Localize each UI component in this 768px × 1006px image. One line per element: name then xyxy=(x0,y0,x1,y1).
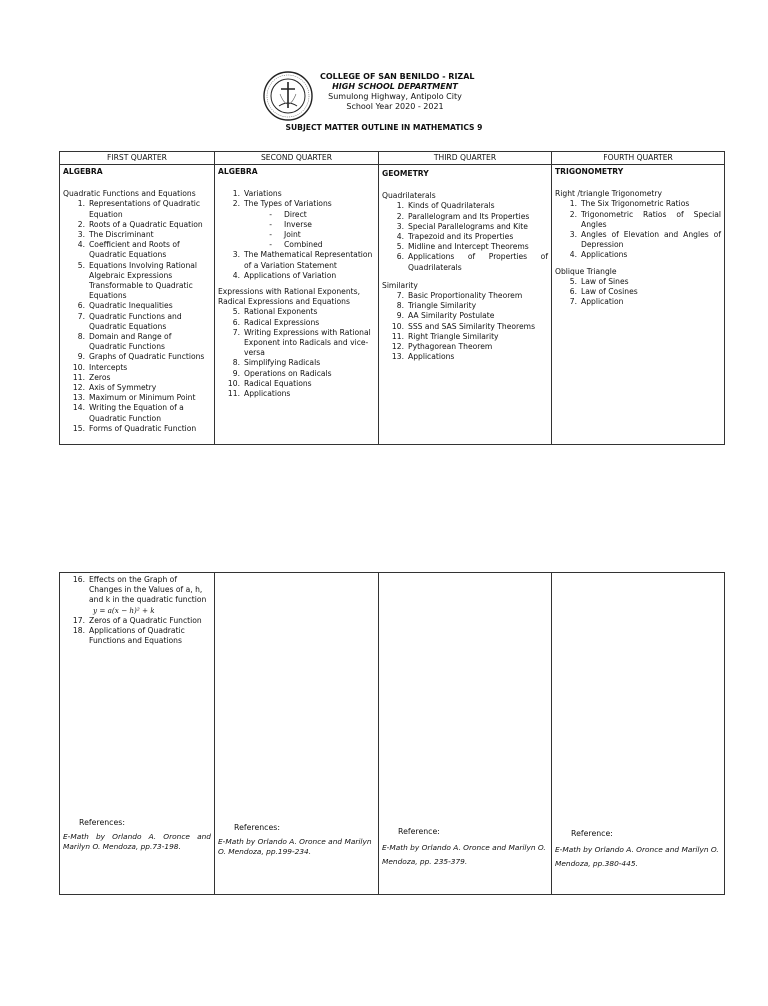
list-item xyxy=(555,210,721,230)
list-item xyxy=(218,358,375,368)
list-number: 11. xyxy=(227,389,240,399)
list-text: Application xyxy=(581,297,624,307)
list-text: Triangle Similarity xyxy=(408,301,477,311)
list-text: Midline and Intercept Theorems xyxy=(408,242,529,252)
list-item xyxy=(555,297,721,307)
list-number: 8. xyxy=(77,332,85,342)
list-text: Maximum or Minimum Point xyxy=(89,393,196,403)
list-item xyxy=(382,252,548,272)
column-header-third-quarter: THIRD QUARTER xyxy=(379,152,552,165)
list-number: 6. xyxy=(232,317,240,327)
list-text: Applications xyxy=(244,389,291,399)
list-text: Basic Proportionality Theorem xyxy=(408,291,523,301)
list-text: Applications of Variation xyxy=(244,270,337,280)
list-number: 5. xyxy=(232,307,240,317)
list-item: 18. Applications of Quadratic Functions and Equations xyxy=(72,626,185,646)
list-text: Variations xyxy=(244,189,282,199)
list-number: 4. xyxy=(569,250,577,260)
list-item xyxy=(63,230,211,240)
list-item xyxy=(382,291,548,301)
q1-references xyxy=(63,818,211,852)
list-number: 10. xyxy=(72,362,85,372)
q3-topic2: Similarity xyxy=(382,280,418,290)
list-item xyxy=(555,230,721,250)
list-number: 3. xyxy=(396,221,404,231)
list-text: Operations on Radicals xyxy=(244,368,332,378)
q3-references xyxy=(382,827,548,869)
list-number: 2. xyxy=(569,209,577,219)
list-text: The Mathematical Representation of a Variation Statement xyxy=(244,250,373,270)
q1-topic: Quadratic Functions and Equations xyxy=(63,189,196,199)
list-item xyxy=(382,301,548,311)
list-number: 14. xyxy=(72,403,85,413)
document-title: SUBJECT MATTER OUTLINE IN MATHEMATICS 9 xyxy=(285,123,483,132)
q1-list xyxy=(63,199,211,434)
school-year: School Year 2020 - 2021 xyxy=(346,102,444,111)
list-number: 12. xyxy=(391,342,404,352)
list-number: 1. xyxy=(396,201,404,211)
list-text: Applications xyxy=(408,352,455,362)
first-quarter-cell-continued xyxy=(60,573,215,895)
q4-references xyxy=(555,829,721,871)
q1-heading: ALGEBRA xyxy=(63,167,103,176)
list-text: Intercepts xyxy=(89,362,128,372)
list-number: 9. xyxy=(232,368,240,378)
list-text: Inverse xyxy=(284,219,312,229)
list-text: Zeros xyxy=(89,372,111,382)
list-number: 4. xyxy=(232,270,240,280)
list-text: Radical Equations xyxy=(244,378,312,388)
list-item xyxy=(218,189,375,199)
second-quarter-cell xyxy=(215,165,379,445)
list-number: 1. xyxy=(77,199,85,209)
list-item xyxy=(382,322,548,332)
third-quarter-cell-continued xyxy=(379,573,552,895)
list-item xyxy=(382,342,548,352)
second-quarter-cell-continued xyxy=(215,573,379,895)
list-item xyxy=(218,230,375,240)
reference-text: E-Math by Orlando A. Oronce and Marilyn O. Mendoza, pp.199-234. xyxy=(218,837,372,856)
list-number: 2. xyxy=(396,211,404,221)
list-number: 1. xyxy=(232,189,240,199)
list-text: Writing Expressions with Rational Exponent into Radicals and vice-versa xyxy=(244,327,371,358)
list-text: Pythagorean Theorem xyxy=(408,342,493,352)
q2-heading: ALGEBRA xyxy=(218,167,258,176)
q2-variation-types xyxy=(218,210,375,251)
list-text: Right Triangle Similarity xyxy=(408,331,499,341)
list-item xyxy=(218,369,375,379)
list-text: The Types of Variations xyxy=(244,199,332,209)
list-item xyxy=(63,199,211,219)
list-number: 10. xyxy=(391,321,404,331)
list-text: Law of Sines xyxy=(581,276,629,286)
q1-list-continued xyxy=(63,575,211,606)
column-header-second-quarter: SECOND QUARTER xyxy=(215,152,379,165)
reference-label: References: xyxy=(79,818,125,827)
list-text: Kinds of Quadrilaterals xyxy=(408,201,495,211)
q3-list-b xyxy=(382,291,548,362)
department-name: HIGH SCHOOL DEPARTMENT xyxy=(332,82,458,91)
list-number: 5. xyxy=(396,242,404,252)
list-item xyxy=(218,250,375,270)
q3-heading: GEOMETRY xyxy=(382,169,429,178)
list-number: 11. xyxy=(72,372,85,382)
list-item: 16. Effects on the Graph of Changes in the Values of a, h, and k in the quadratic function xyxy=(72,575,207,605)
list-item xyxy=(218,307,375,317)
reference-label: References: xyxy=(234,823,280,832)
reference-label: Reference: xyxy=(398,827,440,836)
list-item xyxy=(218,379,375,389)
list-item xyxy=(63,240,211,260)
table-row xyxy=(60,573,725,895)
list-text: Simplifying Radicals xyxy=(244,358,321,368)
list-number: 7. xyxy=(396,291,404,301)
q2-list-b xyxy=(218,250,375,281)
third-quarter-cell xyxy=(379,165,552,445)
dash-bullet: - xyxy=(269,230,272,240)
reference-text: E-Math by Orlando A. Oronce and Marilyn O. Mendoza, pp.73-198. xyxy=(63,832,211,851)
list-number: 11. xyxy=(391,331,404,341)
list-item xyxy=(382,222,548,232)
dash-bullet: - xyxy=(269,219,272,229)
column-header-first-quarter: FIRST QUARTER xyxy=(60,152,215,165)
list-item xyxy=(218,271,375,281)
q4-topic1: Right /triangle Trigonometry xyxy=(555,189,663,199)
list-item xyxy=(63,373,211,383)
list-text: Radical Expressions xyxy=(244,317,320,327)
list-text: Combined xyxy=(284,240,323,250)
list-text: The Discriminant xyxy=(89,230,154,240)
outline-table xyxy=(59,151,725,445)
list-number: 5. xyxy=(569,276,577,286)
dash-bullet: - xyxy=(269,209,272,219)
list-text: SSS and SAS Similarity Theorems xyxy=(408,321,536,331)
list-number: 1. xyxy=(569,199,577,209)
list-item xyxy=(63,363,211,373)
list-item xyxy=(382,201,548,211)
list-text: Domain and Range of Quadratic Functions xyxy=(89,332,172,352)
list-number: 6. xyxy=(77,301,85,311)
table-row xyxy=(60,165,725,445)
list-item xyxy=(63,403,211,423)
list-text: Equations Involving Rational Algebraic Expressions Transformable to Quadratic Equations xyxy=(89,260,198,301)
list-item xyxy=(63,393,211,403)
list-item xyxy=(382,212,548,222)
list-number: 13. xyxy=(72,393,85,403)
q4-list-b xyxy=(555,277,721,308)
table-header-row xyxy=(60,152,725,165)
list-number: 7. xyxy=(232,327,240,337)
school-address: Sumulong Highway, Antipolo City xyxy=(328,92,462,101)
document-header xyxy=(320,72,475,112)
list-text: Roots of a Quadratic Equation xyxy=(89,219,203,229)
list-item xyxy=(218,328,375,359)
list-number: 3. xyxy=(77,230,85,240)
list-text: Axis of Symmetry xyxy=(89,383,157,393)
q2-references xyxy=(218,823,375,857)
list-item xyxy=(63,312,211,332)
list-item xyxy=(555,287,721,297)
list-text: Joint xyxy=(284,230,301,240)
list-item xyxy=(555,250,721,260)
fourth-quarter-cell xyxy=(552,165,725,445)
list-number: 6. xyxy=(396,252,404,262)
list-item xyxy=(63,220,211,230)
list-number: 2. xyxy=(232,199,240,209)
list-text: Applications xyxy=(581,250,628,260)
list-text: Special Parallelograms and Kite xyxy=(408,221,528,231)
list-number: 15. xyxy=(72,423,85,433)
list-number: 7. xyxy=(569,297,577,307)
q3-topic1: Quadrilaterals xyxy=(382,191,436,201)
first-quarter-cell xyxy=(60,165,215,445)
list-text: Trigonometric Ratios of Special Angles xyxy=(581,209,721,229)
list-number: 9. xyxy=(396,311,404,321)
q3-list-a xyxy=(382,201,548,272)
list-text: Representations of Quadratic Equation xyxy=(89,199,201,219)
list-item xyxy=(382,332,548,342)
list-item xyxy=(63,301,211,311)
list-number: 5. xyxy=(77,260,85,270)
list-number: 8. xyxy=(396,301,404,311)
list-item xyxy=(63,332,211,352)
list-text: Quadratic Functions and Quadratic Equations xyxy=(89,311,182,331)
list-item xyxy=(382,352,548,362)
list-text: AA Similarity Postulate xyxy=(408,311,495,321)
list-text: Coefficient and Roots of Quadratic Equations xyxy=(89,240,180,260)
list-number: 8. xyxy=(232,358,240,368)
list-item xyxy=(382,232,548,242)
list-text: The Six Trigonometric Ratios xyxy=(581,199,690,209)
college-name: COLLEGE OF SAN BENILDO - RIZAL xyxy=(320,72,475,81)
list-text: Law of Cosines xyxy=(581,287,638,297)
list-number: 3. xyxy=(232,250,240,260)
list-item xyxy=(63,352,211,362)
list-text: Direct xyxy=(284,209,307,219)
list-item xyxy=(382,311,548,321)
q4-list-a xyxy=(555,199,721,260)
list-item xyxy=(218,240,375,250)
list-item xyxy=(218,210,375,220)
list-item xyxy=(555,277,721,287)
list-number: 2. xyxy=(77,219,85,229)
reference-label: Reference: xyxy=(571,829,613,838)
list-item xyxy=(63,424,211,434)
list-item xyxy=(218,318,375,328)
list-number: 6. xyxy=(569,287,577,297)
list-item xyxy=(63,261,211,302)
list-text: Angles of Elevation and Angles of Depression xyxy=(581,230,721,250)
list-item xyxy=(218,199,375,209)
list-text: Trapezoid and its Properties xyxy=(408,232,514,242)
q1-list-continued-b xyxy=(63,616,211,647)
list-item xyxy=(218,389,375,399)
list-number: 13. xyxy=(391,352,404,362)
reference-text: E-Math by Orlando A. Oronce and Marilyn O. Mendoza, pp.380-445. xyxy=(555,845,719,868)
list-number: 9. xyxy=(77,352,85,362)
list-number: 4. xyxy=(396,232,404,242)
list-item xyxy=(218,220,375,230)
vertex-form-formula: y = a(x − h)² + k xyxy=(93,605,155,615)
list-number: 12. xyxy=(72,383,85,393)
list-number: 10. xyxy=(227,378,240,388)
column-header-fourth-quarter: FOURTH QUARTER xyxy=(552,152,725,165)
list-text: Applications of Properties of Quadrilaterals xyxy=(408,252,548,272)
fourth-quarter-cell-continued xyxy=(552,573,725,895)
list-number: 4. xyxy=(77,240,85,250)
q2-list-a xyxy=(218,189,375,209)
dash-bullet: - xyxy=(269,240,272,250)
list-number: 3. xyxy=(569,230,577,240)
q4-topic2: Oblique Triangle xyxy=(555,266,617,276)
school-seal-logo xyxy=(262,70,314,122)
q2-list-c xyxy=(218,307,375,399)
list-item xyxy=(63,383,211,393)
q2-topic2: Expressions with Rational Exponents, Radical Expressions and Equations xyxy=(218,287,361,307)
list-text: Forms of Quadratic Function xyxy=(89,423,197,433)
list-number: 7. xyxy=(77,311,85,321)
list-text: Rational Exponents xyxy=(244,307,318,317)
list-text: Parallelogram and Its Properties xyxy=(408,211,530,221)
reference-text: E-Math by Orlando A. Oronce and Marilyn O. Mendoza, pp. 235-379. xyxy=(382,843,546,866)
list-item: 17. Zeros of a Quadratic Function xyxy=(72,615,202,625)
list-text: Quadratic Inequalities xyxy=(89,301,173,311)
q4-heading: TRIGONOMETRY xyxy=(555,167,624,176)
outline-table-continued xyxy=(59,572,725,895)
list-text: Writing the Equation of a Quadratic Function xyxy=(89,403,184,423)
list-text: Graphs of Quadratic Functions xyxy=(89,352,205,362)
list-item xyxy=(382,242,548,252)
list-item xyxy=(555,199,721,209)
